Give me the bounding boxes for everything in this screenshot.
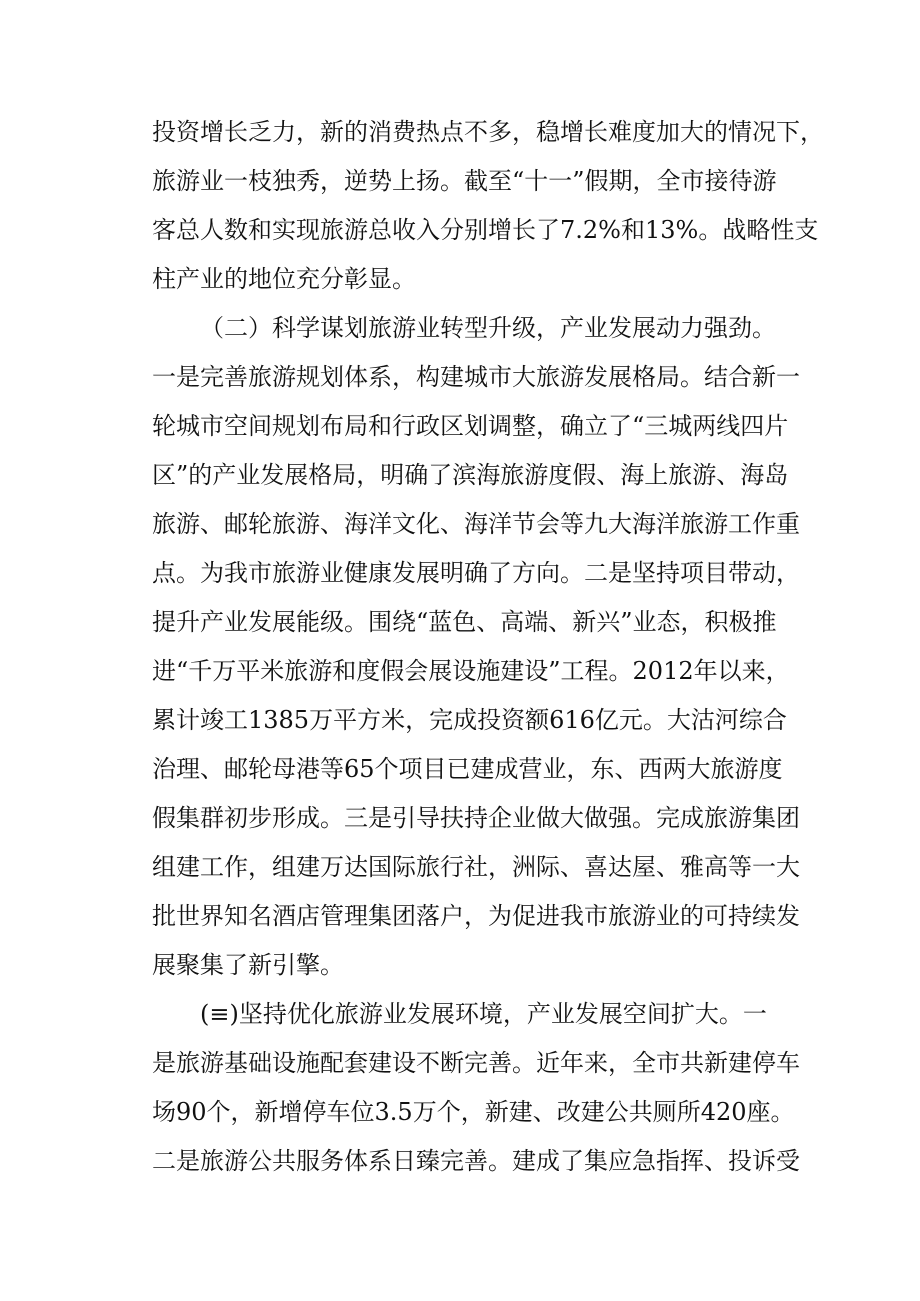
text-line: 累计竣工1385万平方米，完成投资额616亿元。大沽河综合 (152, 706, 787, 734)
text-line: 是旅游基础设施配套建设不断完善。近年来，全市共新建停车 (152, 1049, 800, 1077)
text-line: 客总人数和实现旅游总收入分别增长了7.2%和13%。战略性支 (152, 216, 819, 244)
text-line: 提升产业发展能级。围绕“蓝色、高端、新兴”业态，积极推 (152, 608, 777, 636)
text-line: 投资增长乏力，新的消费热点不多，稳增长难度加大的情况下， (152, 118, 824, 146)
text-line: 点。为我市旅游业健康发展明确了方向。二是坚持项目带动， (152, 559, 800, 587)
text-line: 一是完善旅游规划体系，构建城市大旅游发展格局。结合新一 (152, 363, 800, 391)
text-line: 进“千万平米旅游和度假会展设施建设”工程。2012年以来， (152, 657, 790, 685)
text-line: 展聚集了新引擎。 (152, 951, 344, 979)
text-line: 假集群初步形成。三是引导扶持企业做大做强。完成旅游集团 (152, 804, 800, 832)
document-body (152, 108, 824, 1186)
text-line: 批世界知名酒店管理集团落户，为促进我市旅游业的可持续发 (152, 902, 800, 930)
text-line: 轮城市空间规划布局和行政区划调整，确立了“三城两线四片 (152, 412, 789, 440)
text-line: 治理、邮轮母港等65个项目已建成营业，东、西两大旅游度 (152, 755, 783, 783)
section-heading-3: (≡)坚持优化旅游业发展环境，产业发展空间扩大。一 (200, 1000, 767, 1028)
text-line: 柱产业的地位充分彰显。 (152, 265, 416, 293)
text-line: 组建工作，组建万达国际旅行社，洲际、喜达屋、雅高等一大 (152, 853, 800, 881)
text-line: 场90个，新增停车位3.5万个，新建、改建公共厕所420座。 (152, 1098, 795, 1126)
text-line: 旅游业一枝独秀，逆势上扬。截至“十一”假期，全市接待游 (152, 167, 777, 195)
text-line: 区”的产业发展格局，明确了滨海旅游度假、海上旅游、海岛 (152, 461, 789, 489)
text-line: 旅游、邮轮旅游、海洋文化、海洋节会等九大海洋旅游工作重 (152, 510, 800, 538)
section-heading-2: （二）科学谋划旅游业转型升级，产业发展动力强劲。 (200, 314, 776, 342)
text-line: 二是旅游公共服务体系日臻完善。建成了集应急指挥、投诉受 (152, 1147, 800, 1175)
